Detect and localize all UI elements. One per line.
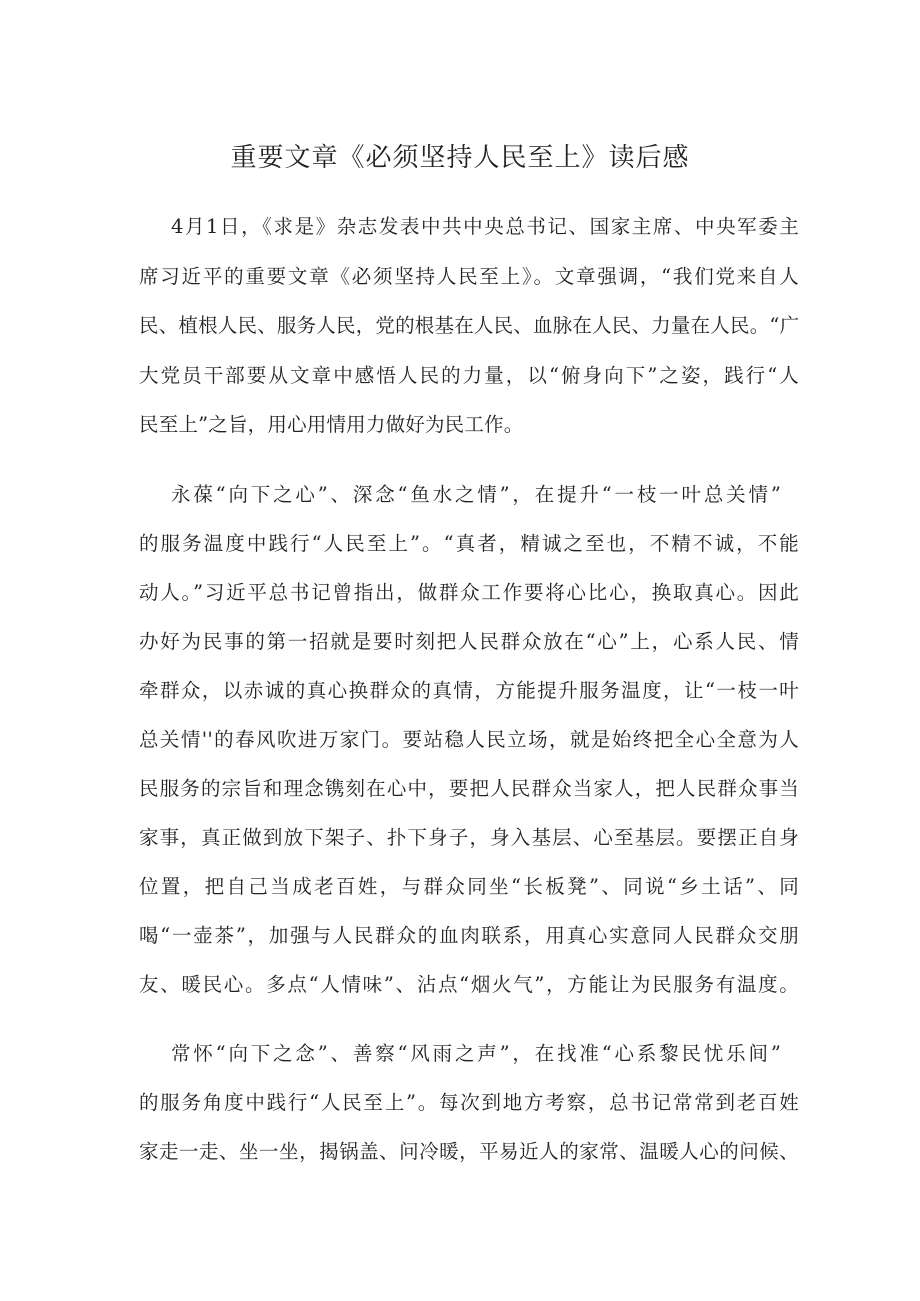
paragraph-2-line-9: 位置，把自己当成老百姓，与群众同坐“长板凳”、同说“乡土话”、同 [139, 875, 799, 898]
paragraph-1-line-5: 民至上”之旨，用心用情用力做好为民工作。 [139, 413, 524, 436]
paragraph-2-line-3: 动人。”习近平总书记曾指出，做群众工作要将心比心，换取真心。因此 [139, 581, 799, 604]
paragraph-2-line-11: 友、暖民心。多点“人情味”、沾点“烟火气”，方能让为民服务有温度。 [139, 973, 799, 996]
paragraph-1-line-3: 民、植根人民、服务人民，党的根基在人民、血脉在人民、力量在人民。“广 [139, 314, 800, 337]
paragraph-2-line-6: 总关情''的春风吹进万家门。要站稳人民立场，就是始终把全心全意为人 [139, 728, 799, 751]
paragraph-3-line-3: 家走一走、坐一坐，揭锅盖、问冷暖，平易近人的家常、温暖人心的问候、 [139, 1140, 799, 1163]
paragraph-2-line-5: 牵群众，以赤诚的真心换群众的真情，方能提升服务温度，让“一枝一叶 [139, 679, 799, 702]
paragraph-3-line-2: 的服务角度中践行“人民至上”。每次到地方考察，总书记常常到老百姓 [139, 1091, 799, 1114]
paragraph-2-line-1: 永葆“向下之心”、深念“鱼水之情”，在提升“一枝一叶总关情” [171, 483, 781, 506]
paragraph-1-line-2: 席习近平的重要文章《必须坚持人民至上》。文章强调，“我们党来自人 [139, 265, 799, 288]
paragraph-2-line-7: 民服务的宗旨和理念镌刻在心中，要把人民群众当家人，把人民群众事当 [139, 777, 799, 800]
paragraph-1-line-1: 4月1日，《求是》杂志发表中共中央总书记、国家主席、中央军委主 [171, 215, 799, 238]
paragraph-2-line-10: 喝“一壶茶”，加强与人民群众的血肉联系，用真心实意同人民群众交朋 [139, 924, 799, 947]
paragraph-1-line-4: 大党员干部要从文章中感悟人民的力量，以“俯身向下”之姿，践行“人 [139, 364, 799, 387]
document-title: 重要文章《必须坚持人民至上》读后感 [230, 143, 690, 173]
paragraph-2-line-4: 办好为民事的第一招就是要时刻把人民群众放在“心”上，心系人民、情 [139, 630, 799, 653]
paragraph-3-line-1: 常怀“向下之念”、善察“风雨之声”，在找准“心系黎民忧乐间” [171, 1042, 781, 1065]
paragraph-2-line-8: 家事，真正做到放下架子、扑下身子，身入基层、心至基层。要摆正自身 [139, 826, 799, 849]
paragraph-2-line-2: 的服务温度中践行“人民至上”。“真者，精诚之至也，不精不诚，不能 [139, 532, 799, 555]
